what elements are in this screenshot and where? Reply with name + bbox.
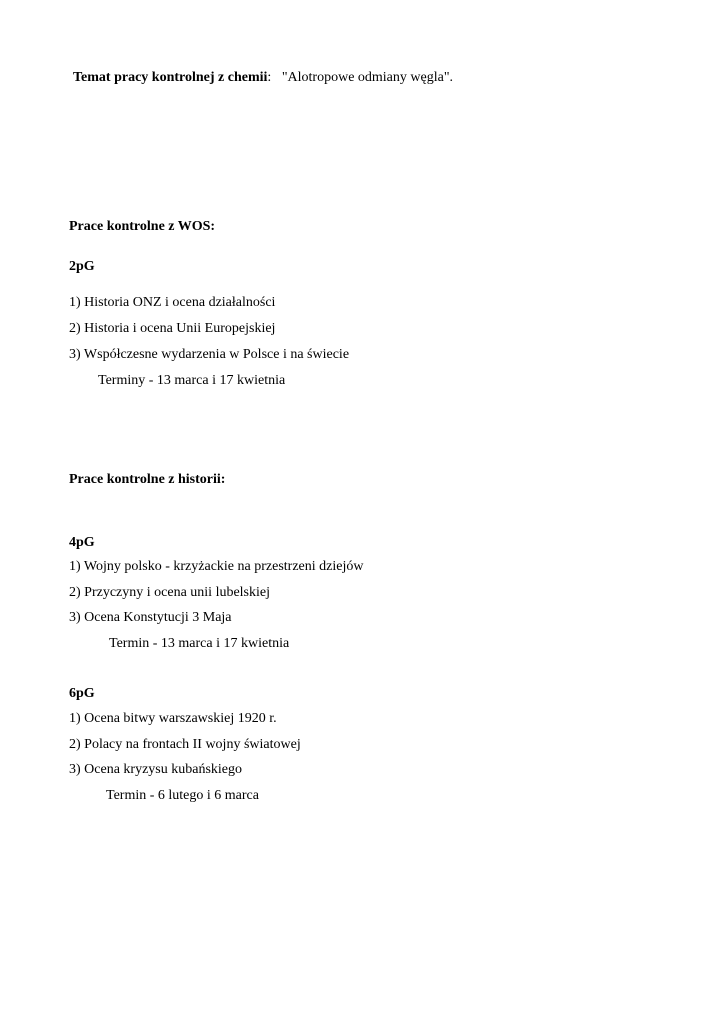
history-6pg-class-name: 6pG [69, 686, 95, 701]
history-4pg-item-1: 1) Wojny polsko - krzyżackie na przestrzeni dziejów [69, 559, 364, 574]
wos-class-name: 2pG [69, 259, 95, 274]
wos-item-2: 2) Historia i ocena Unii Europejskiej [69, 321, 276, 336]
history-4pg-class-name: 4pG [69, 535, 95, 550]
history-4pg-deadline: Termin - 13 marca i 17 kwietnia [109, 636, 290, 651]
history-6pg-deadline: Termin - 6 lutego i 6 marca [106, 788, 259, 803]
wos-heading: Prace kontrolne z WOS: [69, 219, 216, 234]
history-6pg-item-2: 2) Polacy na frontach II wojny światowej [69, 737, 301, 752]
wos-deadline: Terminy - 13 marca i 17 kwietnia [98, 373, 286, 388]
chemistry-topic-line [73, 71, 453, 85]
history-6pg-item-1: 1) Ocena bitwy warszawskiej 1920 r. [69, 711, 277, 726]
wos-item-1: 1) Historia ONZ i ocena działalności [69, 295, 276, 310]
history-4pg-item-3: 3) Ocena Konstytucji 3 Maja [69, 610, 232, 625]
history-4pg-item-2: 2) Przyczyny i ocena unii lubelskiej [69, 585, 270, 600]
chemistry-separator: : [267, 70, 272, 85]
chemistry-label: Temat pracy kontrolnej z chemii [73, 70, 268, 85]
wos-item-3: 3) Współczesne wydarzenia w Polsce i na świecie [69, 347, 350, 362]
history-heading: Prace kontrolne z historii: [69, 472, 226, 487]
chemistry-topic: "Alotropowe odmiany węgla". [281, 70, 454, 85]
history-6pg-item-3: 3) Ocena kryzysu kubańskiego [69, 762, 243, 777]
